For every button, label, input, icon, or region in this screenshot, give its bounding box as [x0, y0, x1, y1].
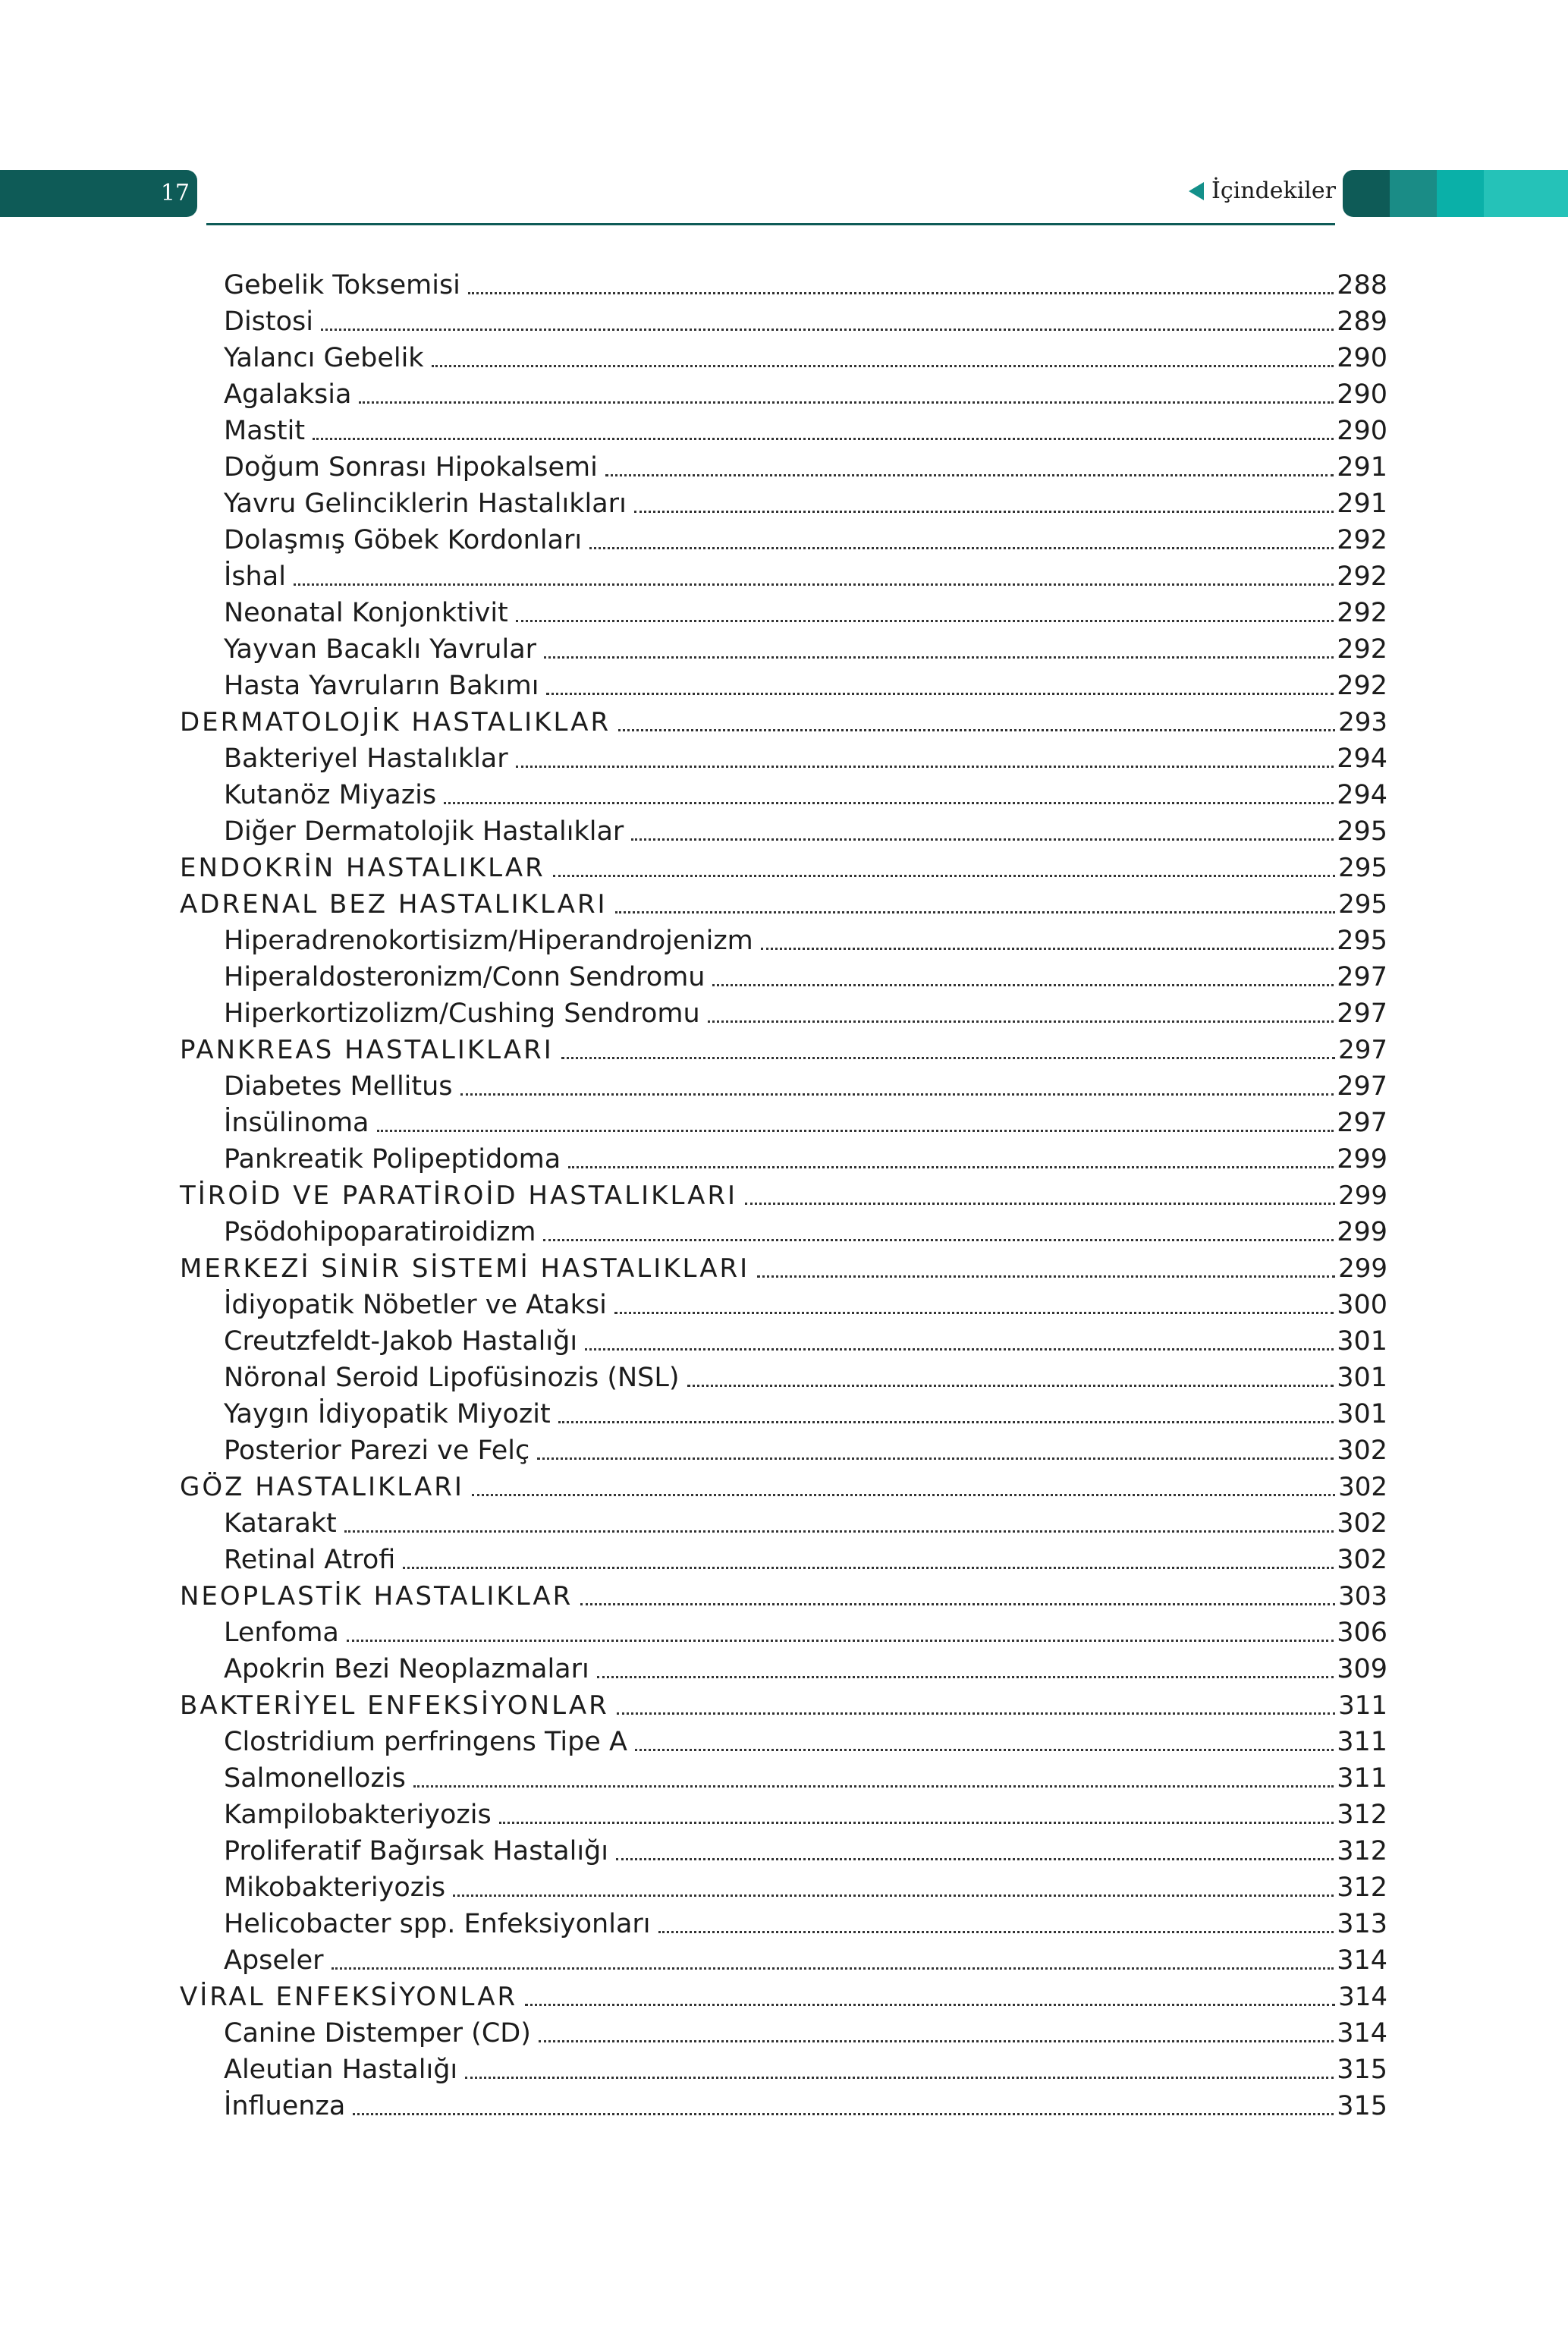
toc-entry-page: 301: [1337, 1363, 1387, 1393]
toc-entry-title: Salmonellozis: [224, 1763, 406, 1794]
dot-leader: [413, 1785, 1334, 1788]
toc-entry-page: 295: [1337, 926, 1387, 956]
dot-leader: [761, 948, 1334, 950]
toc-entry-page: 312: [1337, 1836, 1387, 1866]
toc-entry-page: 294: [1337, 780, 1387, 810]
toc-entry-title: Kutanöz Miyazis: [224, 780, 437, 810]
toc-chapter-entry[interactable]: [180, 1980, 1387, 2014]
toc-entry[interactable]: [224, 997, 1387, 1030]
dot-leader: [558, 1421, 1334, 1423]
toc-entry-page: 315: [1337, 2091, 1387, 2121]
toc-entry[interactable]: [224, 1434, 1387, 1467]
toc-entry-title: Kampilobakteriyozis: [224, 1800, 492, 1830]
toc-entry[interactable]: [224, 1907, 1387, 1941]
toc-entry-title: Pankreatik Polipeptidoma: [224, 1144, 561, 1174]
toc-entry-page: 292: [1337, 598, 1387, 628]
toc-entry-page: 293: [1338, 707, 1387, 737]
dot-leader: [460, 1093, 1334, 1096]
dot-leader: [359, 401, 1334, 404]
toc-entry-title: Aleutian Hastalığı: [224, 2055, 458, 2085]
toc-entry-title: Bakteriyel Hastalıklar: [224, 744, 508, 774]
toc-entry-title: Lenfoma: [224, 1618, 339, 1648]
dot-leader: [618, 729, 1335, 731]
toc-entry-page: 295: [1338, 853, 1387, 883]
toc-entry-page: 314: [1338, 1982, 1387, 2012]
dot-leader: [634, 511, 1334, 513]
toc-entry-title: Apseler: [224, 1945, 324, 1976]
toc-entry-title: Yayvan Bacaklı Yavrular: [224, 634, 537, 665]
toc-chapter-entry[interactable]: [180, 1470, 1387, 1504]
toc-entry-title: TİROİD VE PARATİROİD HASTALIKLARI: [180, 1181, 738, 1211]
toc-entry-page: 292: [1337, 671, 1387, 701]
dot-leader: [344, 1530, 1334, 1533]
toc-chapter-entry[interactable]: [180, 1033, 1387, 1067]
toc-chapter-entry[interactable]: [180, 706, 1387, 739]
toc-entry-page: 297: [1337, 1108, 1387, 1138]
toc-entry-title: Canine Distemper (CD): [224, 2018, 531, 2049]
toc-entry-title: Mikobakteriyozis: [224, 1872, 446, 1903]
toc-entry-title: PANKREAS HASTALIKLARI: [180, 1035, 554, 1065]
toc-chapter-entry[interactable]: [180, 1179, 1387, 1212]
toc-entry[interactable]: [224, 2089, 1387, 2123]
toc-entry-title: Gebelik Toksemisi: [224, 270, 460, 300]
toc-entry[interactable]: [224, 1398, 1387, 1431]
toc-entry-title: GÖZ HASTALIKLARI: [180, 1472, 464, 1502]
toc-entry-title: Proliferatif Bağırsak Hastalığı: [224, 1836, 608, 1866]
header-section-title: İçindekiler: [1211, 178, 1336, 204]
toc-entry-page: 290: [1337, 379, 1387, 410]
toc-entry-page: 312: [1337, 1800, 1387, 1830]
toc-entry-page: 301: [1337, 1326, 1387, 1357]
dot-leader: [568, 1166, 1334, 1168]
toc-entry-title: İshal: [224, 561, 286, 592]
toc-entry[interactable]: [224, 378, 1387, 411]
toc-entry[interactable]: [224, 1652, 1387, 1686]
toc-entry-page: 295: [1337, 816, 1387, 847]
dot-leader: [516, 620, 1334, 622]
toc-entry-title: Yalancı Gebelik: [224, 343, 424, 373]
toc-entry[interactable]: [224, 669, 1387, 703]
toc-entry[interactable]: [224, 414, 1387, 448]
toc-entry-page: 297: [1337, 998, 1387, 1029]
header-page-tab: [0, 170, 197, 217]
toc-entry-page: 291: [1337, 489, 1387, 519]
dot-leader: [347, 1640, 1334, 1642]
toc-entry-title: Yaygın İdiyopatik Miyozit: [224, 1399, 551, 1429]
back-arrow-icon: [1189, 182, 1204, 200]
dot-leader: [712, 984, 1334, 986]
toc-entry-page: 292: [1337, 561, 1387, 592]
dot-leader: [745, 1203, 1335, 1205]
dot-leader: [589, 547, 1334, 549]
dot-leader: [543, 1239, 1334, 1241]
toc-entry-title: Clostridium perfringens Tipe A: [224, 1727, 627, 1757]
toc-entry-title: Posterior Parezi ve Felç: [224, 1435, 530, 1466]
toc-entry-title: Hiperadrenokortisizm/Hiperandrojenizm: [224, 926, 753, 956]
toc-entry-page: 295: [1338, 889, 1387, 920]
toc-entry-title: İnsülinoma: [224, 1108, 369, 1138]
dot-leader: [617, 1712, 1335, 1715]
header-divider: [206, 223, 1335, 225]
toc-entry[interactable]: [224, 1543, 1387, 1577]
dot-leader: [444, 802, 1334, 804]
toc-entry[interactable]: [224, 524, 1387, 557]
toc-entry[interactable]: [224, 815, 1387, 848]
dot-leader: [516, 766, 1334, 768]
toc-entry-page: 290: [1337, 416, 1387, 446]
toc-entry-title: ADRENAL BEZ HASTALIKLARI: [180, 889, 608, 920]
dot-leader: [332, 1967, 1334, 1970]
toc-entry-title: BAKTERİYEL ENFEKSİYONLAR: [180, 1690, 609, 1721]
toc-entry-page: 300: [1337, 1290, 1387, 1320]
toc-chapter-entry[interactable]: [180, 1580, 1387, 1613]
toc-entry-title: Creutzfeldt-Jakob Hastalığı: [224, 1326, 578, 1357]
toc-entry[interactable]: [224, 1070, 1387, 1103]
toc-entry[interactable]: [224, 1215, 1387, 1249]
toc-chapter-entry[interactable]: [180, 888, 1387, 921]
dot-leader: [585, 1348, 1334, 1351]
dot-leader: [468, 292, 1334, 294]
dot-leader: [539, 2040, 1334, 2042]
toc-entry-page: 288: [1337, 270, 1387, 300]
toc-entry-page: 292: [1337, 634, 1387, 665]
toc-entry-page: 312: [1337, 1872, 1387, 1903]
dot-leader: [635, 1749, 1334, 1751]
toc-entry-page: 311: [1337, 1727, 1387, 1757]
dot-leader: [403, 1567, 1334, 1569]
toc-entry-title: Yavru Gelinciklerin Hastalıkları: [224, 489, 627, 519]
toc-entry-page: 302: [1338, 1472, 1387, 1502]
toc-entry[interactable]: [224, 1361, 1387, 1395]
dot-leader: [499, 1822, 1334, 1824]
toc-entry[interactable]: [224, 1325, 1387, 1358]
toc-entry-page: 299: [1338, 1181, 1387, 1211]
dot-leader: [294, 583, 1334, 586]
dot-leader: [615, 911, 1336, 913]
toc-entry-page: 311: [1337, 1763, 1387, 1794]
dot-leader: [353, 2113, 1334, 2115]
dot-leader: [597, 1676, 1334, 1678]
toc-entry-title: Apokrin Bezi Neoplazmaları: [224, 1654, 589, 1684]
toc-entry[interactable]: [224, 487, 1387, 520]
toc-entry-title: ENDOKRİN HASTALIKLAR: [180, 853, 545, 883]
toc-entry-title: VİRAL ENFEKSİYONLAR: [180, 1982, 518, 2012]
toc-entry[interactable]: [224, 2053, 1387, 2086]
toc-entry-title: Hiperkortizolizm/Cushing Sendromu: [224, 998, 700, 1029]
toc-entry-page: 299: [1337, 1217, 1387, 1247]
toc-entry[interactable]: [224, 1798, 1387, 1832]
dot-leader: [757, 1275, 1335, 1278]
toc-entry[interactable]: [224, 1871, 1387, 1904]
toc-entry-page: 314: [1337, 1945, 1387, 1976]
toc-entry-title: MERKEZİ SİNİR SİSTEMİ HASTALIKLARI: [180, 1253, 750, 1284]
toc-entry[interactable]: [224, 1288, 1387, 1322]
toc-entry[interactable]: [224, 742, 1387, 775]
toc-entry-page: 302: [1337, 1545, 1387, 1575]
toc-entry-title: Hasta Yavruların Bakımı: [224, 671, 539, 701]
dot-leader: [605, 474, 1334, 476]
toc-entry[interactable]: [224, 341, 1387, 375]
toc-entry-page: 289: [1337, 307, 1387, 337]
toc-entry[interactable]: [224, 1944, 1387, 1977]
dot-leader: [377, 1130, 1334, 1132]
toc-entry-title: Psödohipoparatiroidizm: [224, 1217, 536, 1247]
toc-entry-page: 291: [1337, 452, 1387, 483]
dot-leader: [453, 1895, 1334, 1897]
toc-entry-page: 315: [1337, 2055, 1387, 2085]
dot-leader: [465, 2077, 1334, 2079]
toc-entry-title: Distosi: [224, 307, 314, 337]
dot-leader: [580, 1603, 1335, 1605]
dot-leader: [544, 656, 1334, 659]
toc-entry[interactable]: [224, 1725, 1387, 1759]
toc-entry[interactable]: [224, 924, 1387, 957]
dot-leader: [658, 1931, 1334, 1933]
toc-entry-title: DERMATOLOJİK HASTALIKLAR: [180, 707, 611, 737]
toc-entry[interactable]: [224, 1835, 1387, 1868]
toc-entry[interactable]: [224, 2017, 1387, 2050]
toc-entry-title: Neonatal Konjonktivit: [224, 598, 508, 628]
dot-leader: [553, 875, 1335, 877]
toc-entry-page: 297: [1337, 1071, 1387, 1102]
dot-leader: [631, 838, 1334, 841]
toc-entry[interactable]: [224, 596, 1387, 630]
toc-entry[interactable]: [224, 1762, 1387, 1795]
toc-entry-page: 309: [1337, 1654, 1387, 1684]
toc-entry-title: Doğum Sonrası Hipokalsemi: [224, 452, 598, 483]
toc-entry-page: 297: [1337, 962, 1387, 992]
toc-entry-title: Mastit: [224, 416, 306, 446]
dot-leader: [472, 1494, 1335, 1496]
dot-leader: [321, 329, 1334, 331]
toc-entry[interactable]: [224, 1616, 1387, 1649]
dot-leader: [687, 1385, 1334, 1387]
toc-entry-title: Diğer Dermatolojik Hastalıklar: [224, 816, 624, 847]
toc-entry[interactable]: [224, 1507, 1387, 1540]
toc-chapter-entry[interactable]: [180, 851, 1387, 885]
toc-entry-page: 297: [1338, 1035, 1387, 1065]
toc-entry-page: 294: [1337, 744, 1387, 774]
toc-entry[interactable]: [224, 961, 1387, 994]
header-section-link[interactable]: [1189, 178, 1336, 204]
dot-leader: [561, 1057, 1335, 1059]
toc-entry[interactable]: [224, 1143, 1387, 1176]
toc-entry[interactable]: [224, 560, 1387, 593]
toc-entry-title: Nöronal Seroid Lipofüsinozis (NSL): [224, 1363, 680, 1393]
dot-leader: [546, 693, 1334, 695]
toc-entry[interactable]: [224, 633, 1387, 666]
toc-entry-title: Agalaksia: [224, 379, 352, 410]
dot-leader: [525, 2004, 1335, 2006]
dot-leader: [313, 438, 1334, 440]
toc-entry-page: 311: [1338, 1690, 1387, 1721]
dot-leader: [616, 1858, 1334, 1860]
toc-entry-title: Dolaşmış Göbek Kordonları: [224, 525, 583, 555]
toc-entry-title: NEOPLASTİK HASTALIKLAR: [180, 1581, 573, 1612]
toc-chapter-entry[interactable]: [180, 1689, 1387, 1722]
toc-entry-page: 302: [1337, 1508, 1387, 1539]
toc-entry-title: Helicobacter spp. Enfeksiyonları: [224, 1909, 651, 1939]
toc-entry-page: 299: [1338, 1253, 1387, 1284]
toc-entry[interactable]: [224, 451, 1387, 484]
toc-entry[interactable]: [224, 269, 1387, 302]
dot-leader: [614, 1312, 1334, 1314]
toc-chapter-entry[interactable]: [180, 1252, 1387, 1285]
dot-leader: [708, 1020, 1334, 1023]
toc-entry-page: 314: [1337, 2018, 1387, 2049]
toc-entry-page: 290: [1337, 343, 1387, 373]
toc-entry-page: 302: [1337, 1435, 1387, 1466]
toc-entry-title: İdiyopatik Nöbetler ve Ataksi: [224, 1290, 607, 1320]
toc-entry-page: 313: [1337, 1909, 1387, 1939]
toc-entry-page: 301: [1337, 1399, 1387, 1429]
toc-entry-title: Hiperaldosteronizm/Conn Sendromu: [224, 962, 705, 992]
toc-entry-title: Retinal Atrofi: [224, 1545, 396, 1575]
toc-entry-title: Diabetes Mellitus: [224, 1071, 453, 1102]
header-color-bar: [1343, 170, 1568, 217]
toc-entry[interactable]: [224, 1106, 1387, 1140]
toc-entry-title: Katarakt: [224, 1508, 337, 1539]
toc-entry-page: 299: [1337, 1144, 1387, 1174]
toc-entry-page: 292: [1337, 525, 1387, 555]
toc-entry[interactable]: [224, 778, 1387, 812]
page-number: 17: [160, 180, 190, 206]
toc-entry-title: İnfluenza: [224, 2091, 346, 2121]
toc-entry-page: 306: [1337, 1618, 1387, 1648]
dot-leader: [432, 365, 1334, 367]
dot-leader: [537, 1457, 1334, 1460]
toc-entry-page: 303: [1338, 1581, 1387, 1612]
toc-entry[interactable]: [224, 305, 1387, 338]
